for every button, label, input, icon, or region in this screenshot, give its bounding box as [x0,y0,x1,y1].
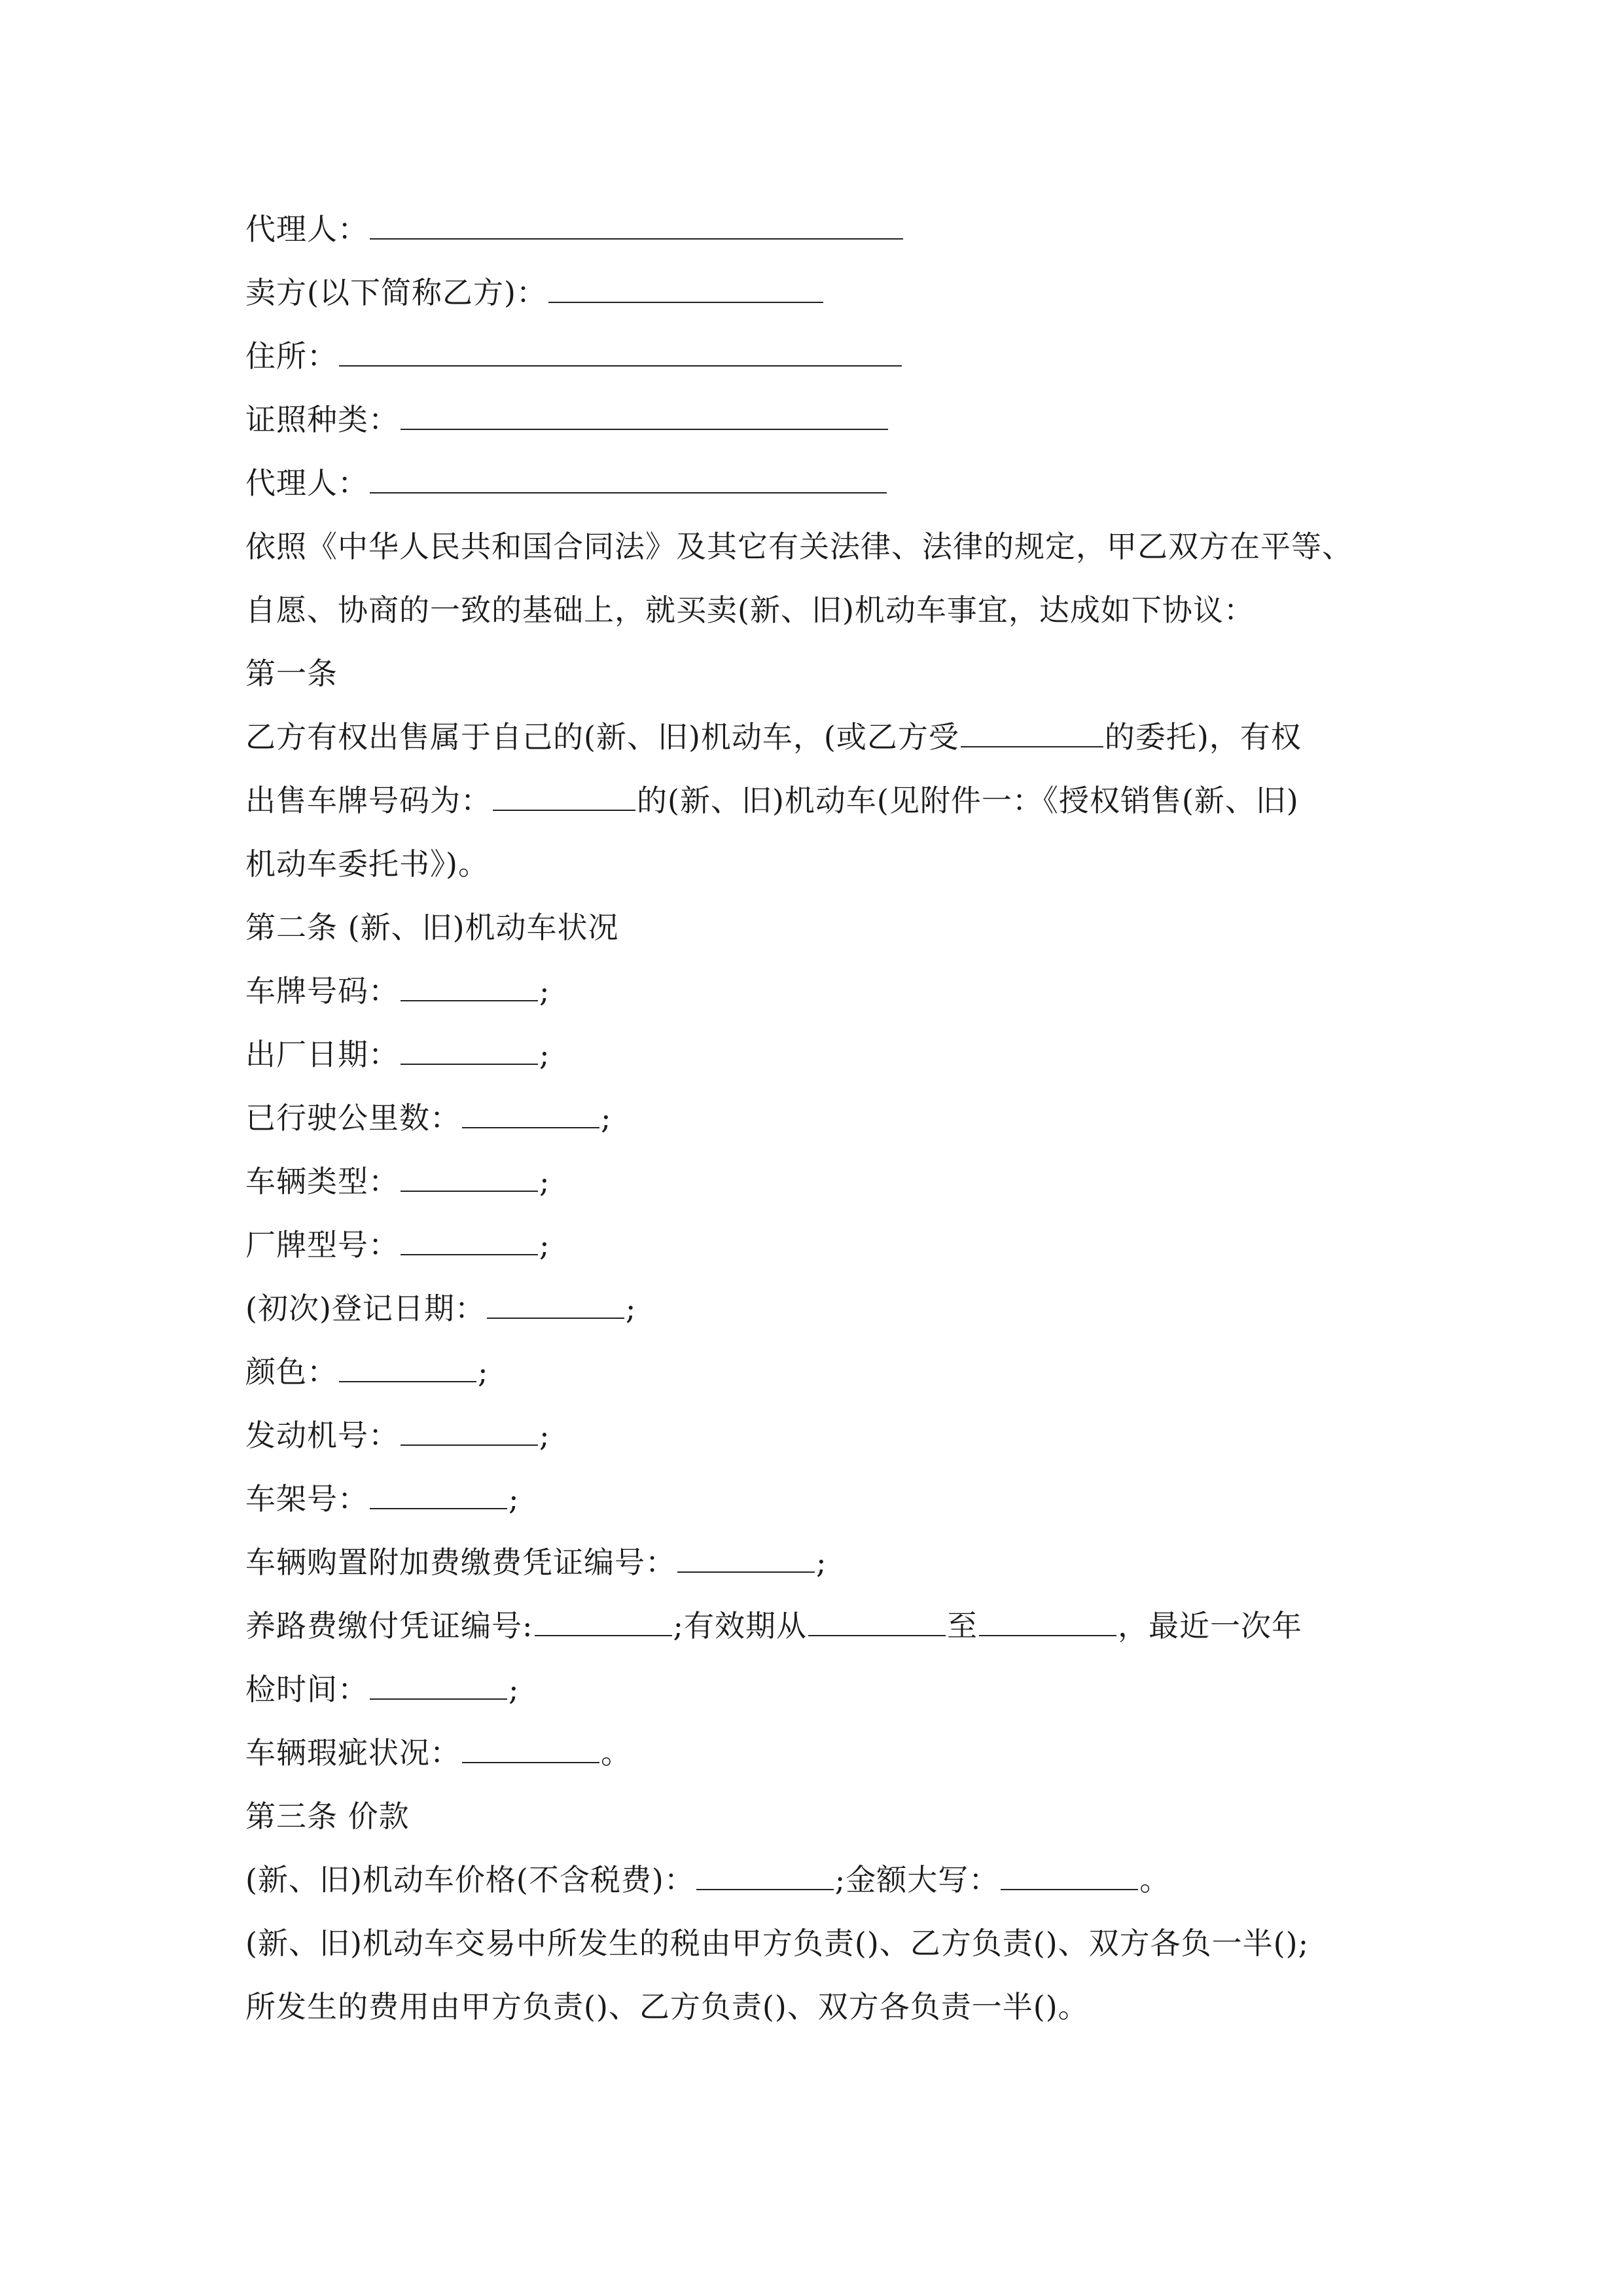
price-words-label: ;金额大写： [834,1862,1000,1897]
defects-end: 。 [601,1735,632,1770]
address-blank[interactable] [339,339,902,367]
road-fee-to-label: 至 [947,1608,978,1643]
inspection-time-label: 检时间： [245,1672,368,1707]
engine-no-line [245,1416,550,1455]
mileage-label: 已行驶公里数： [245,1100,461,1136]
article-1-line-2 [245,781,1299,820]
road-fee-line-2 [245,1670,520,1709]
engine-no-blank[interactable] [401,1418,538,1446]
plate-no-end: ; [539,973,550,1009]
engine-no-label: 发动机号： [245,1418,399,1453]
price-blank[interactable] [696,1863,834,1890]
mileage-blank[interactable] [462,1101,599,1128]
reg-date-label: (初次)登记日期： [245,1291,486,1326]
road-fee-valid-from-label: ;有效期从 [673,1608,807,1643]
price-label: (新、旧)机动车价格(不含税费)： [245,1862,695,1897]
price-words-blank[interactable] [1001,1863,1138,1890]
cert-type-line [245,400,889,439]
plate-no-label: 车牌号码： [245,973,399,1009]
article-1-line-3: 机动车委托书》)。 [245,846,489,882]
article-1-text-a: 乙方有权出售属于自己的(新、旧)机动车，(或乙方受 [245,719,959,755]
reg-date-end: ; [625,1291,637,1326]
reg-date-blank[interactable] [487,1291,624,1319]
price-end: 。 [1139,1862,1171,1897]
reg-date-line [245,1289,636,1328]
road-fee-tail: ，最近一次年 [1118,1608,1302,1643]
color-label: 颜色： [245,1354,338,1390]
cert-type-blank[interactable] [401,403,888,430]
vehicle-type-blank[interactable] [401,1164,538,1192]
seller-label: 卖方(以下简称乙方)： [245,275,547,310]
engine-no-end: ; [539,1418,550,1453]
purchase-tax-blank[interactable] [677,1545,815,1573]
article-1-l2-text-a: 出售车牌号码为： [245,783,491,818]
frame-no-end: ; [508,1481,520,1516]
factory-date-line [245,1035,550,1074]
agent-b-line [245,463,888,503]
factory-date-blank[interactable] [401,1037,538,1065]
purchase-tax-end: ; [816,1545,827,1580]
defects-blank[interactable] [462,1736,599,1763]
article-1-title: 第一条 [245,656,338,691]
vehicle-type-end: ; [539,1164,550,1199]
agent-b-label: 代理人： [245,465,368,501]
agent-a-label: 代理人： [245,211,368,247]
factory-date-label: 出厂日期： [245,1037,399,1072]
article-2-title: 第二条 (新、旧)机动车状况 [245,910,619,945]
address-line [245,336,903,376]
road-fee-no-blank[interactable] [535,1609,672,1636]
brand-model-end: ; [539,1227,550,1263]
frame-no-label: 车架号： [245,1481,368,1516]
inspection-time-end: ; [508,1672,520,1707]
intro-line-2: 自愿、协商的一致的基础上，就买卖(新、旧)机动车事宜，达成如下协议： [245,592,1255,628]
seller-blank[interactable] [548,276,823,303]
fee-responsibility-line: 所发生的费用由甲方负责()、乙方负责()、双方各负责一半()。 [245,1989,1089,2024]
road-fee-label: 养路费缴付凭证编号: [245,1608,533,1643]
price-line [245,1860,1170,1899]
brand-model-label: 厂牌型号： [245,1227,399,1263]
defects-label: 车辆瑕疵状况： [245,1735,461,1770]
tax-responsibility-line: (新、旧)机动车交易中所发生的税由甲方负责()、乙方负责()、双方各负一半(); [245,1926,1310,1961]
brand-model-blank[interactable] [401,1228,538,1255]
brand-model-line [245,1225,550,1265]
road-fee-line-1 [245,1606,1302,1645]
color-line [245,1352,489,1391]
frame-no-line [245,1479,520,1518]
principal-blank[interactable] [961,720,1103,747]
cert-type-label: 证照种类： [245,402,399,437]
agent-a-line [245,209,904,249]
valid-to-blank[interactable] [979,1609,1116,1636]
factory-date-end: ; [539,1037,550,1072]
frame-no-blank[interactable] [370,1482,507,1509]
plate-for-sale-blank[interactable] [493,783,635,811]
agent-a-blank[interactable] [370,212,903,240]
address-label: 住所： [245,338,338,374]
color-blank[interactable] [339,1355,476,1382]
defects-line [245,1733,632,1772]
purchase-tax-line [245,1543,827,1582]
plate-no-line [245,971,550,1011]
article-1-line-1 [245,717,1302,757]
mileage-line [245,1098,612,1138]
seller-line [245,273,825,312]
agent-b-blank[interactable] [370,466,887,493]
valid-from-blank[interactable] [808,1609,946,1636]
vehicle-type-label: 车辆类型： [245,1164,399,1199]
mileage-end: ; [601,1100,612,1136]
purchase-tax-label: 车辆购置附加费缴费凭证编号： [245,1545,676,1580]
plate-no-blank[interactable] [401,974,538,1001]
article-1-text-b: 的委托)，有权 [1104,719,1302,755]
color-end: ; [478,1354,489,1390]
article-1-l2-text-b: 的(新、旧)机动车(见附件一：《授权销售(新、旧) [637,783,1299,818]
intro-line-1: 依照《中华人民共和国合同法》及其它有关法律、法律的规定，甲乙双方在平等、 [245,529,1353,564]
article-3-title: 第三条 价款 [245,1799,410,1834]
inspection-time-blank[interactable] [370,1672,507,1700]
vehicle-type-line [245,1162,550,1201]
